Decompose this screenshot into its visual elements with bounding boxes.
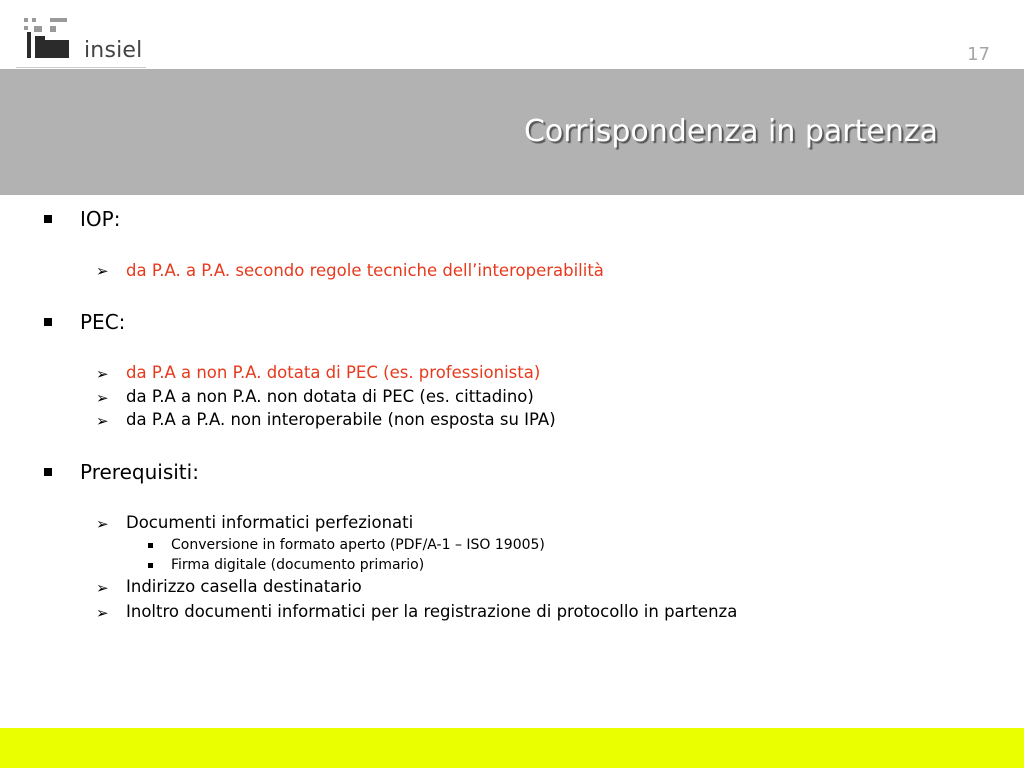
square-bullet-icon [44,215,52,223]
logo-divider [16,67,146,68]
page-number: 17 [967,44,990,65]
list-item: da P.A a P.A. non interoperabile (non esposta su IPA) [126,410,556,429]
small-square-bullet-icon [148,563,153,568]
sub-list-item: Conversione in formato aperto (PDF/A-1 – ISO 19005) [171,537,545,553]
arrowhead-bullet-icon: ➢ [96,604,109,622]
list-item: da P.A. a P.A. secondo regole tecniche dell’interoperabilità [126,261,604,280]
sub-list-item: Firma digitale (documento primario) [171,557,425,573]
insiel-logo [24,16,154,68]
arrowhead-bullet-icon: ➢ [96,389,109,407]
list-item: Documenti informatici perfezionati [126,513,414,532]
logo-text: insiel [84,38,143,63]
list-item: da P.A a non P.A. dotata di PEC (es. professionista) [126,363,541,382]
list-item: Inoltro documenti informatici per la registrazione di protocollo in partenza [126,602,738,621]
list-item: Indirizzo casella destinatario [126,577,362,596]
small-square-bullet-icon [148,543,153,548]
slide-title: Corrispondenza in partenza [523,114,938,149]
square-bullet-icon [44,468,52,476]
arrowhead-bullet-icon: ➢ [96,262,109,280]
arrowhead-bullet-icon: ➢ [96,515,109,533]
arrowhead-bullet-icon: ➢ [96,579,109,597]
square-bullet-icon [44,318,52,326]
arrowhead-bullet-icon: ➢ [96,365,109,383]
arrowhead-bullet-icon: ➢ [96,412,109,430]
section-label: Prerequisiti: [80,460,199,484]
list-item: da P.A a non P.A. non dotata di PEC (es. cittadino) [126,387,534,406]
footer-bar [0,728,1024,768]
section-label: IOP: [80,207,121,231]
insiel-logo-mark-icon [24,16,72,60]
section-label: PEC: [80,310,126,334]
